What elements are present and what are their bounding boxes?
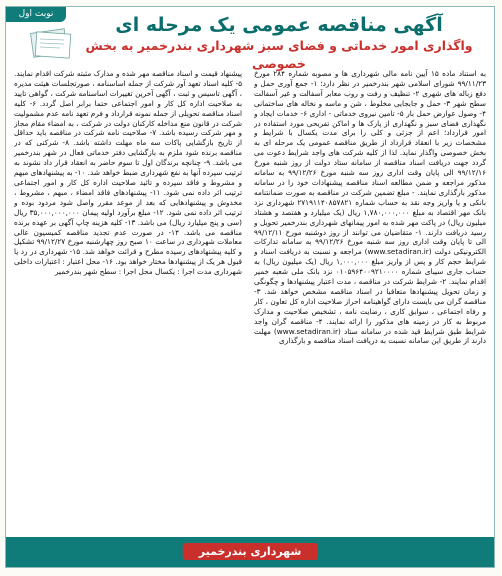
municipality-name: شهرداری بندرخمیر (183, 543, 318, 560)
right-column-text: به استناد ماده ۱۵ آیین نامه مالی شهرداری ها و مصوبه شماره ۲۸۴ مورخ ۹۹/۱۱/۲۳ شورای اسلامی شهر بندرخمیر در نظر دارد؛ ۱- جمع آوری حمل و دفع زباله های شهری ۲- تنظیف و رفت و روب معابر آسفالت و غیر آسفالت سطح شهر ۳- حمل و جابجایی مخلوط ، شن و ماسه و نخاله های ساختمانی ۴- وصول عوارض حمل بار ۵- تامین نیروی خدماتی - اداری ۶- خدمات ایجاد و نگهداری فضای سبز و نگهداری از پارک ها و اماکن تفریحی مورد استفاده در امور قرارداد؛ اعم از جزئی و کلی را برای مدت یکسال با شرایط و مشخصات زیر با انعقاد قرارداد از طریق مناقصه عمومی یک مرحله ای به بخش خصوصی واگذار نماید. لذا از کلیه شرکت های واجد شرایط دعوت می گردد جهت دریافت اسناد مناقصه از سامانه ستاد دولت از روز شنبه مورخ ۹۹/۱۲/۱۶ الی پایان وقت اداری روز سه شنبه مورخ ۹۹/۱۲/۲۶ به سامانه مذکور مراجعه و ضمن مطالعه اسناد مناقصه پیشنهادات خود را در سامانه مذکور بارگذاری نمایند. - مبلغ تضمین شرکت در مناقصه به صورت ضمانتنامه بانکی و یا واریز وجه نقد به حساب شماره ۲۷۱۹۱۱۴۰۸۵۷۸۲۱ شهرداری نزد بانک مهر اقتصاد به مبلغ ۱,۷۸۰,۰۰۰,۰۰۰ ریال (یک میلیارد و هفتصد و هشتاد میلیون ریال) در پاکت مهر شده به امور پیمانهای شهرداری بندرخمیر تحویل و رسید دریافت دارند. ۱- متقاضیان می توانند از روز دوشنبه مورخ ۹۹/۱۲/۱۱ الی تا پایان وقت اداری روز سه شنبه مورخ ۹۹/۱۲/۲۶ به سامانه تدارکات الکترونیکی دولت (www.setadiran.ir) مراجعه و نسبت به دریافت اسناد و شرایط حجم کار و پس از واریز مبلغ ۱,۰۰۰,۰۰۰ ریال (یک میلیون ریال) به حساب جاری سیبای شماره ۰۱۰۵۹۶۴۰۰۹۲۱۰۰۰۰ نزد بانک ملی شعبه خمیر اقدام نمایند. ۲- شرایط شرکت در مناقصه ، مدت اعتبار پیشنهادها و چگونگی و زمان تحویل پیشنهادها متعاقبا در اسناد مناقصه مشخص خواهد شد. ۳- مناقصه گران می بایست دارای گواهینامه احراز صلاحیت اداره کل تعاون ، کار و رفاه اجتماعی ، سوابق کاری ، رضایت نامه ، تشخیص صلاحیت و مدارک مربوط به کار در زمینه های مذکور را ارائه نمایند. ۴- مناقصه گران واجد شرایط طبق شرایط قید شده در سامانه ستاد (www.setadiran.ir) مهلت دارند از طریق این سامانه نسبت به دریافت اسناد مناقصه و بارگذاری (254, 69, 486, 346)
ad-subtitle: واگذاری امور خدماتی و فضای سبز شهرداری بندرخمیر به بخش خصوصی (85, 38, 473, 71)
body-columns (14, 69, 486, 537)
right-column (254, 69, 486, 537)
ad-title: آگهی مناقصه عمومی یک مرحله ای (115, 14, 443, 36)
ad-frame (5, 6, 495, 568)
left-column-text: پیشنهاد قیمت و اسناد مناقصه مهر شده و مدارک مثبته شرکت اقدام نمایند. ۵- کلیه اسناد تعهد آور شرکت از جمله اساسنامه ، صورتجلسات هیئت مدیره ، آگهی تاسیس و ثبت ، آگهی آخرین تغییرات اساسنامه شرکت ، گواهی تایید به صلاحیت اداره کل کار و امور اجتماعی حتما برابر اصل گردد. ۶- کلیه اسناد مناقصه تحویلی از جمله نمونه قرارداد و فرم تعهد نامه عدم مشمولیت شرکت در قانون منع مداخله کارکنان دولت در شرکت ، به امضاء مقام مجاز و مهر شرکت رسیده باشد. ۷- صلاحیت نامه شرکت در مناقصه باید حداقل از تاریخ بازگشایی پاکات سه ماه مهلت داشته باشد. ۸- شرکتی که در مناقصه برنده شود ملزم به بازگشایی دفتر خدماتی فعال در شهر بندرخمیر می باشد. ۹- چنانچه برندگان اول تا سوم حاضر به انعقاد قرار داد نشوند به ترتیب سپرده آنها به نفع شهرداری ضبط خواهد شد. ۱۰- به پیشنهادهای مبهم و مشروط و فاقد سپرده و تائید صلاحیت اداره کل کار و امور اجتماعی ترتیب اثر داده نمی شود. ۱۱- پیشنهادهای فاقد امضاء ، مبهم ، مشروط ، مخدوش و پیشنهادهایی که بعد از موعد مقرر واصل شود مردود بوده و ترتیب اثر داده نمی شود. ۱۲- مبلغ برآورد اولیه پیمان ۳۵,۰۰۰,۰۰۰,۰۰۰ ریال (سی و پنج میلیارد ریال) می باشد. ۱۳- کلیه هزینه چاپ آگهی بر عهده برنده مناقصه می باشد. ۱۴- در صورت عدم تجدید مناقصه کمیسیون عالی معاملات شهرداری در ساعت ۱۰ صبح روز چهارشنبه مورخ ۹۹/۱۲/۲۷ تشکیل و کلیه پیشنهادهای رسیده مطرح و قرائت خواهد شد. ۱۵- شهرداری در رد یا قبول هر یک از پیشنهادها مختار خواهد بود. ۱۶- محل اعتبار : اعتبارات داخلی شهرداری مدت اجرا : یکسال محل اجرا : سطح شهر بندرخمیر (14, 69, 242, 277)
round-badge: نوبت اول (6, 6, 66, 22)
left-column (14, 69, 242, 537)
header (70, 11, 488, 71)
footer-bar (6, 537, 494, 567)
